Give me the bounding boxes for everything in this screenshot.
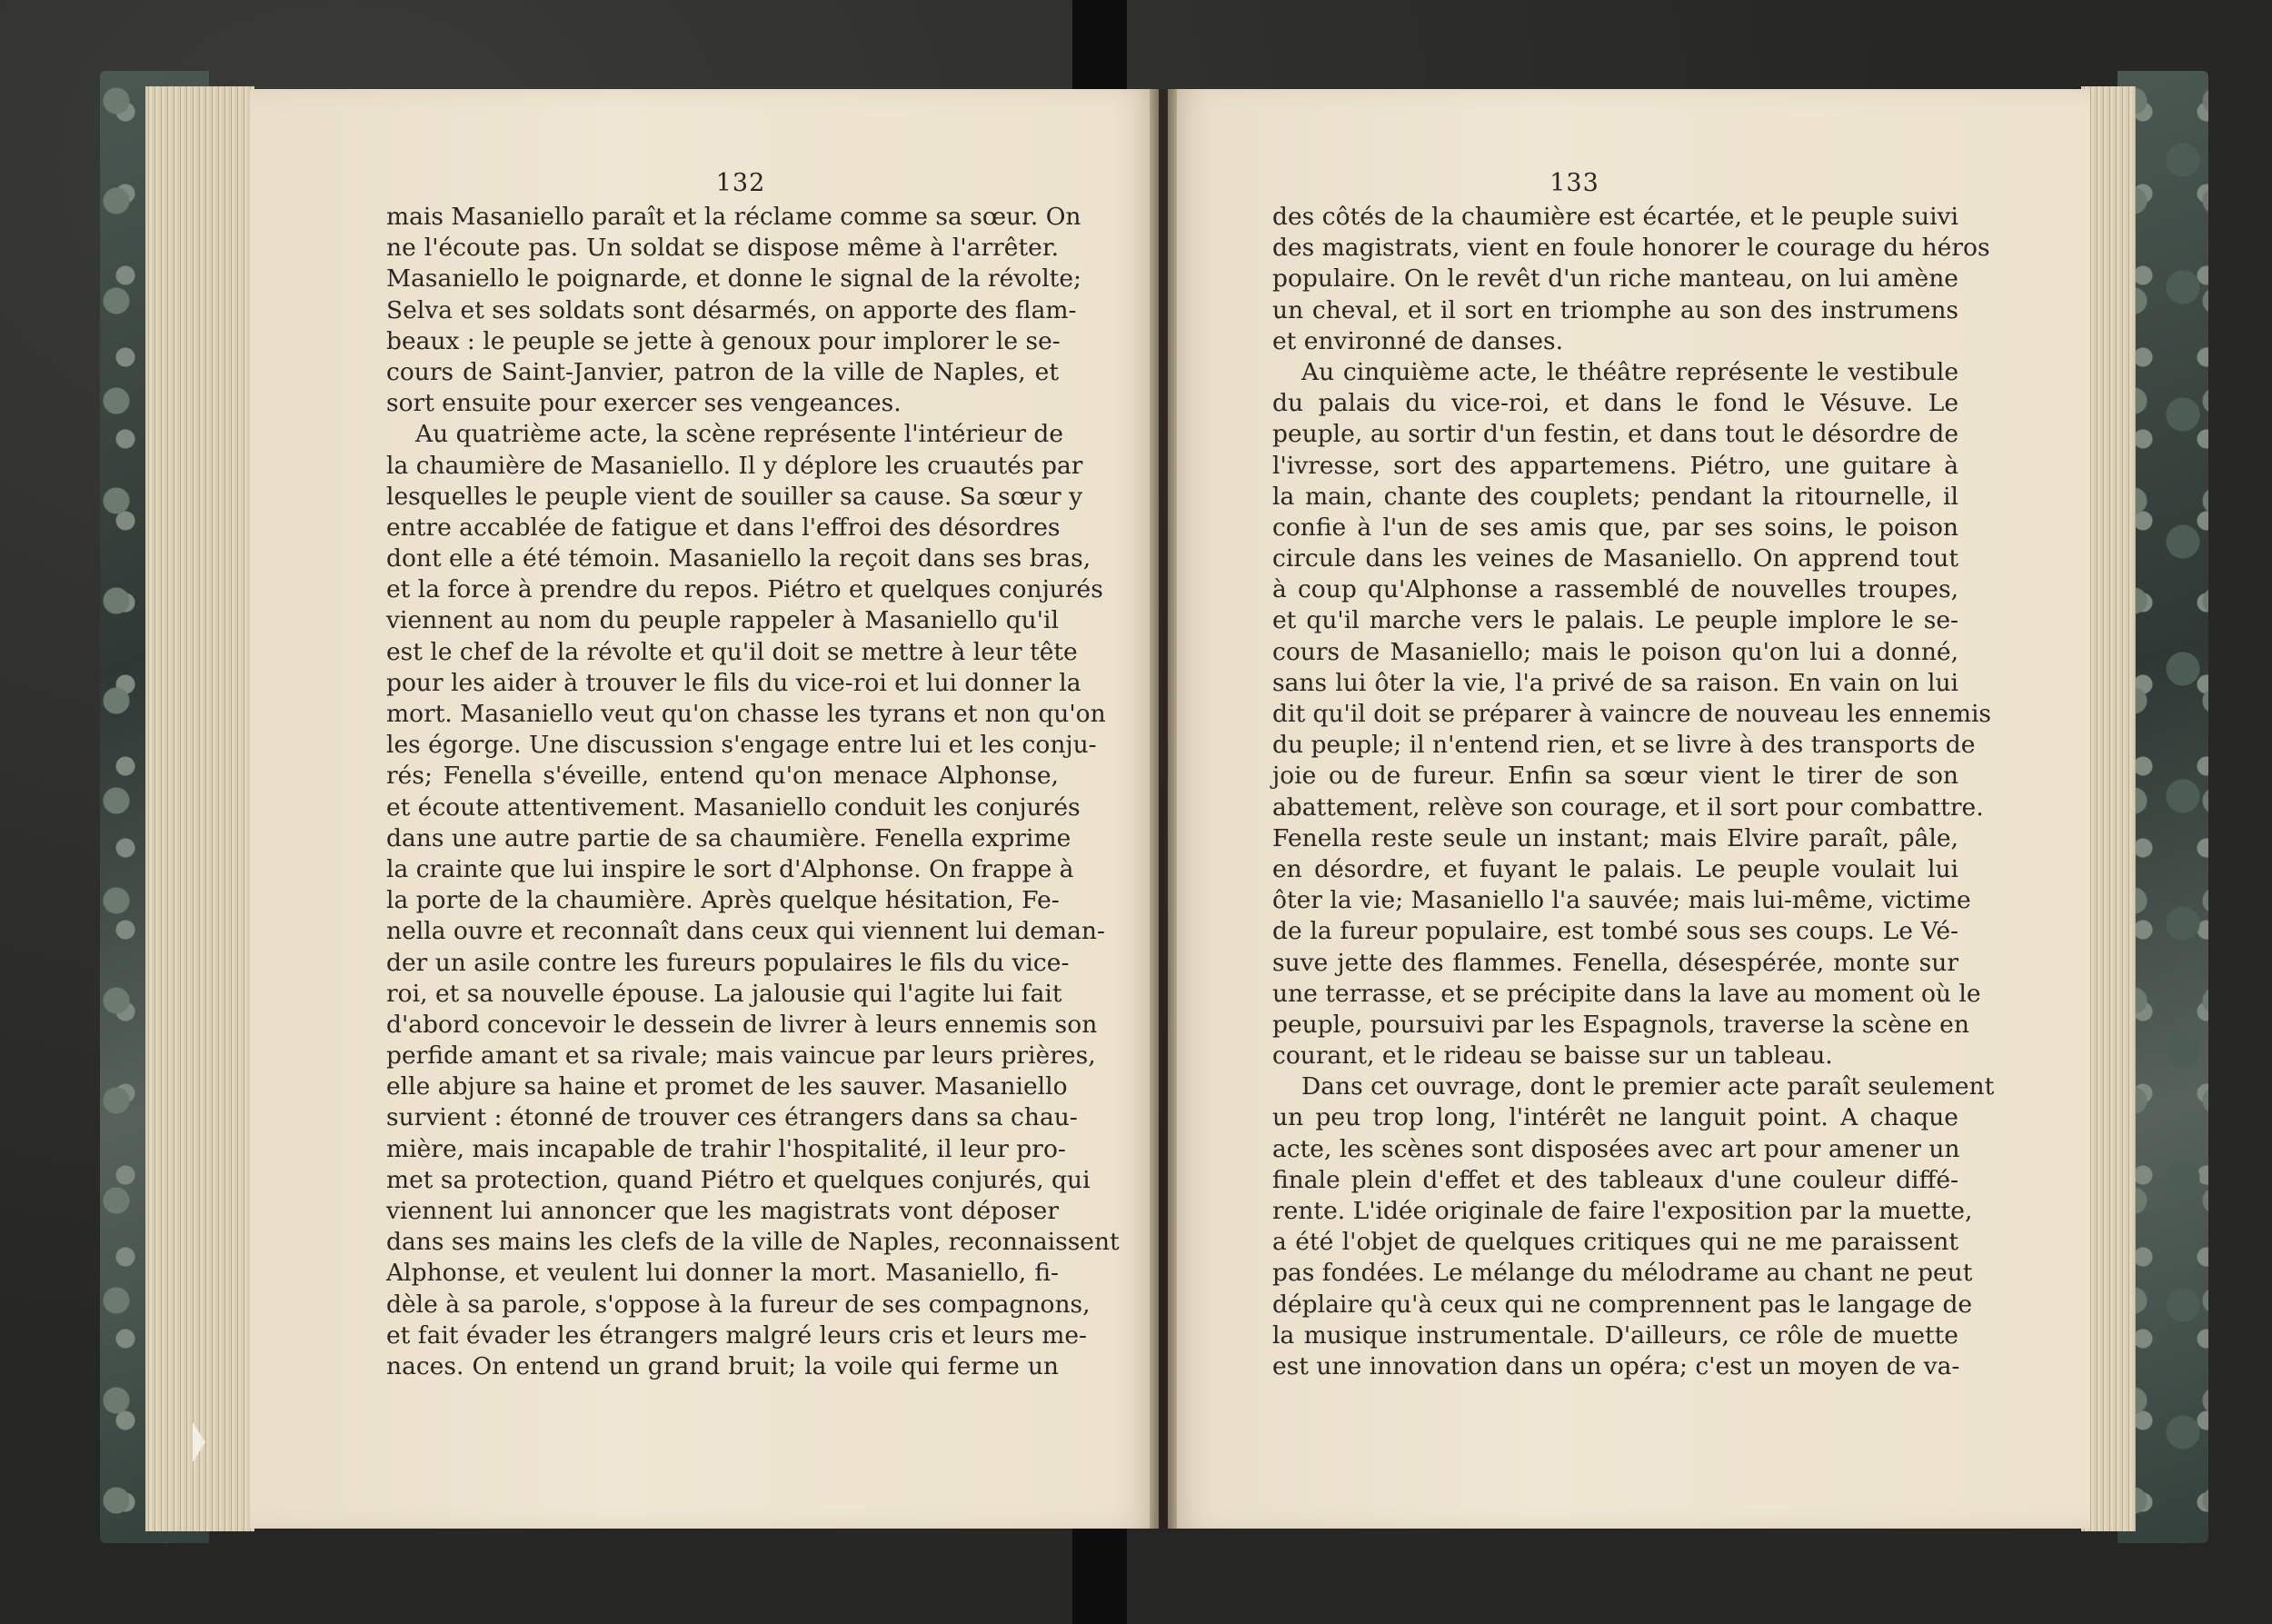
text-line: peuple, au sortir d'un festin, et dans tout le désordre de (1272, 420, 1958, 449)
text-line: cours de Masaniello; mais le poison qu'on lui a donné, (1272, 637, 1958, 666)
text-line: l'ivresse, sort des appartemens. Piétro, une guitare à (1272, 451, 1958, 480)
page-edges-left (145, 86, 254, 1531)
text-line: la main, chante des couplets; pendant la ritournelle, il (1272, 482, 1958, 511)
text-line: perfide amant et sa rivale; mais vaincue par leurs prières, (386, 1041, 1096, 1071)
text-line: ôter la vie; Masaniello l'a sauvée; mais lui-même, victime (1272, 886, 1971, 915)
text-line: la porte de la chaumière. Après quelque hésitation, Fe- (386, 886, 1060, 915)
text-line: courant, et le rideau se baisse sur un tableau. (1272, 1041, 1833, 1071)
text-line: à coup qu'Alphonse a rassemblé de nouvelles troupes, (1272, 575, 1958, 604)
text-line: est une innovation dans un opéra; c'est un moyen de va- (1272, 1351, 1960, 1380)
text-line: confie à l'un de ses amis que, par ses soins, le poison (1272, 513, 1958, 542)
text-line: dans une autre partie de sa chaumière. Fenella exprime (386, 823, 1071, 852)
text-line: survient : étonné de trouver ces étrangers dans sa chau- (386, 1103, 1078, 1132)
text-line: dont elle a été témoin. Masaniello la reçoit dans ses bras, (386, 544, 1091, 573)
text-line: mière, mais incapable de trahir l'hospitalité, il leur pro- (386, 1134, 1066, 1163)
text-line: Au cinquième acte, le théâtre représente le vestibule (1301, 357, 1958, 386)
text-line: est le chef de la révolte et qu'il doit se mettre à leur tête (386, 637, 1078, 666)
page-text (1272, 202, 1995, 1382)
text-line: suve jette des flammes. Fenella, désespérée, monte sur (1272, 948, 1958, 977)
left-page (250, 89, 1159, 1529)
text-line: une terrasse, et se précipite dans la lave au moment où le (1272, 979, 1981, 1008)
text-line: et qu'il marche vers le palais. Le peuple implore le se- (1272, 606, 1958, 635)
text-line: Masaniello le poignarde, et donne le signal de la révolte; (386, 264, 1081, 294)
text-line: rente. L'idée originale de faire l'exposition par la muette, (1272, 1197, 1973, 1225)
text-line: et la force à prendre du repos. Piétro et quelques conjurés (386, 575, 1103, 604)
text-line: la chaumière de Masaniello. Il y déplore les cruautés par (386, 451, 1083, 480)
text-line: du palais du vice-roi, et dans le fond le Vésuve. Le (1272, 389, 1958, 418)
text-line: Dans cet ouvrage, dont le premier acte paraît seulement (1301, 1072, 1995, 1101)
text-line: déplaire qu'à ceux qui ne comprennent pas le langage de (1272, 1290, 1973, 1319)
page-number: 132 (715, 169, 766, 197)
page-number: 133 (1550, 169, 1599, 197)
text-line: et écoute attentivement. Masaniello conduit les conjurés (386, 792, 1081, 822)
text-line: der un asile contre les fureurs populaires le fils du vice- (386, 948, 1070, 977)
text-line: sans lui ôter la vie, l'a privé de sa raison. En vain on lui (1272, 668, 1958, 697)
text-line: peuple, poursuivi par les Espagnols, traverse la scène en (1272, 1010, 1969, 1039)
text-line: viennent au nom du peuple rappeler à Masaniello qu'il (386, 606, 1059, 635)
text-line: beaux : le peuple se jette à genoux pour implorer le se- (386, 326, 1061, 355)
text-line: dèle à sa parole, s'oppose à la fureur de ses compagnons, (386, 1290, 1091, 1319)
text-line: abattement, relève son courage, et il sort pour combattre. (1272, 792, 1984, 822)
text-line: du peuple; il n'entend rien, et se livre à des transports de (1272, 731, 1976, 760)
text-line: de la fureur populaire, est tombé sous ses coups. Le Vé- (1272, 917, 1958, 946)
text-line: lesquelles le peuple vient de souiller sa cause. Sa sœur y (386, 482, 1083, 511)
text-line: acte, les scènes sont disposées avec art pour amener un (1272, 1134, 1960, 1163)
text-line: la crainte que lui inspire le sort d'Alphonse. On frappe à (386, 854, 1074, 883)
text-line: sort ensuite pour exercer ses vengeances. (386, 389, 902, 418)
text-line: entre accablée de fatigue et dans l'effroi des désordres (386, 513, 1061, 542)
text-line: les égorge. Une discussion s'engage entre lui et les conju- (386, 731, 1097, 760)
text-line: Au quatrième acte, la scène représente l'intérieur de (415, 420, 1064, 449)
text-line: finale plein d'effet et des tableaux d'une couleur diffé- (1272, 1165, 1958, 1194)
text-line: en désordre, et fuyant le palais. Le peuple voulait lui (1272, 854, 1958, 883)
text-line: un peu trop long, l'intérêt ne languit point. A chaque (1272, 1103, 1958, 1132)
text-line: cours de Saint-Janvier, patron de la ville de Naples, et (386, 357, 1059, 386)
text-line: nella ouvre et reconnaît dans ceux qui viennent lui deman- (386, 917, 1105, 946)
text-line: pas fondées. Le mélange du mélodrame au chant ne peut (1272, 1259, 1973, 1288)
text-line: met sa protection, quand Piétro et quelques conjurés, qui (386, 1165, 1091, 1194)
text-line: mais Masaniello paraît et la réclame comme sa sœur. On (386, 203, 1081, 231)
book-gutter (1150, 89, 1177, 1529)
text-line: Selva et ses soldats sont désarmés, on apporte des flam- (386, 295, 1077, 324)
text-line: a été l'objet de quelques critiques qui ne me paraissent (1272, 1228, 1958, 1257)
text-line: des côtés de la chaumière est écartée, et le peuple suivi (1272, 203, 1958, 231)
text-line: mort. Masaniello veut qu'on chasse les tyrans et non qu'on (386, 700, 1106, 728)
text-line: dit qu'il doit se préparer à vaincre de nouveau les ennemis (1272, 700, 1992, 728)
text-line: joie ou de fureur. Enfin sa sœur vient le tirer de son (1272, 762, 1958, 791)
right-page (1168, 89, 2090, 1529)
text-line: et environné de danses. (1272, 326, 1564, 355)
text-line: naces. On entend un grand bruit; la voile qui ferme un (386, 1351, 1059, 1380)
text-line: roi, et sa nouvelle épouse. La jalousie qui l'agite lui fait (386, 979, 1062, 1008)
text-line: et fait évader les étrangers malgré leurs cris et leurs me- (386, 1320, 1087, 1350)
text-line: elle abjure sa haine et promet de les sauver. Masaniello (386, 1072, 1068, 1101)
text-line: populaire. On le revêt d'un riche manteau, on lui amène (1272, 264, 1958, 294)
text-line: circule dans les veines de Masaniello. On apprend tout (1272, 544, 1958, 573)
text-line: pour les aider à trouver le fils du vice-roi et lui donner la (386, 668, 1081, 697)
text-line: d'abord concevoir le dessein de livrer à leurs ennemis son (386, 1010, 1098, 1039)
text-line: un cheval, et il sort en triomphe au son des instrumens (1272, 295, 1958, 324)
text-line: ne l'écoute pas. Un soldat se dispose même à l'arrêter. (386, 234, 1059, 263)
text-line: des magistrats, vient en foule honorer le courage du héros (1272, 234, 1990, 263)
page-marker (193, 1422, 205, 1462)
page-text (386, 202, 1120, 1382)
text-line: la musique instrumentale. D'ailleurs, ce rôle de muette (1272, 1320, 1958, 1350)
text-line: dans ses mains les clefs de la ville de Naples, reconnaissent (386, 1228, 1120, 1257)
text-line: rés; Fenella s'éveille, entend qu'on menace Alphonse, (386, 762, 1059, 791)
text-line: Alphonse, et veulent lui donner la mort. Masaniello, fi- (386, 1259, 1059, 1288)
text-line: Fenella reste seule un instant; mais Elvire paraît, pâle, (1272, 823, 1958, 852)
text-line: viennent lui annoncer que les magistrats vont déposer (386, 1197, 1059, 1225)
